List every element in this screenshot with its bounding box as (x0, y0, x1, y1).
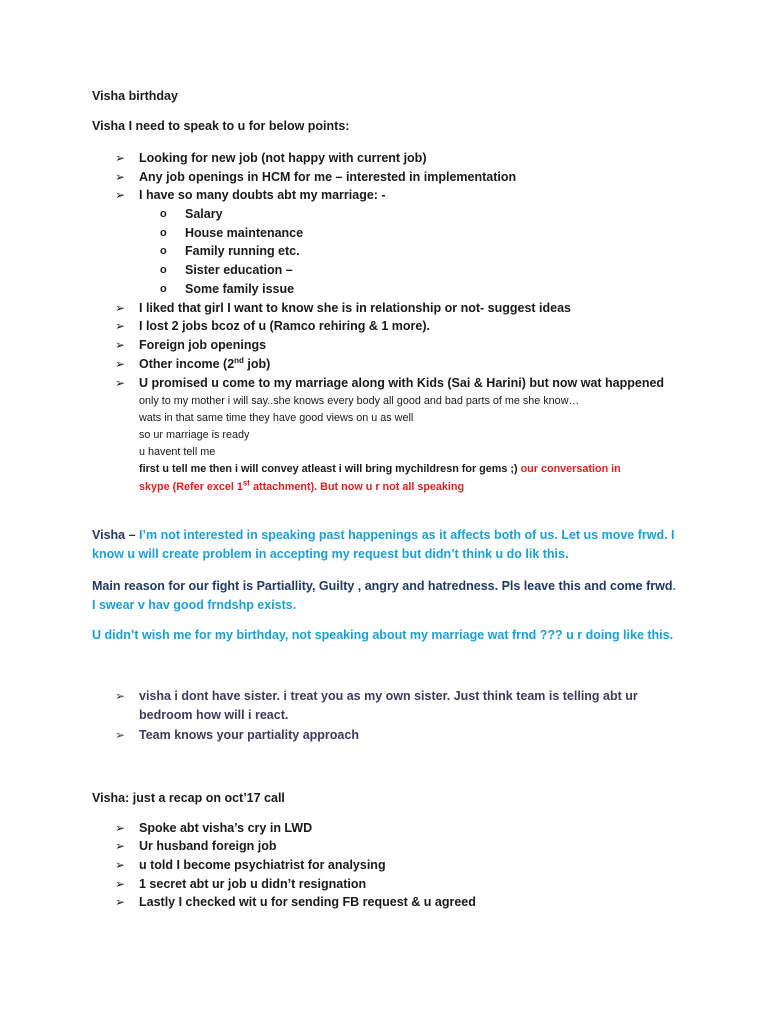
arrow-bullet-icon: ➢ (115, 188, 126, 202)
circle-bullet-icon: o (160, 283, 167, 295)
list-item: Foreign job openings (139, 338, 267, 352)
arrow-bullet-icon: ➢ (115, 858, 126, 872)
note-line: only to my mother i will say..she knows every body all good and bad parts of me she know… (139, 395, 580, 407)
paragraph-line: I swear v hav good frndshp exists. (92, 598, 297, 612)
arrow-bullet-icon: ➢ (115, 895, 126, 909)
list-item: Lastly I checked wit u for sending FB request & u agreed (139, 895, 476, 909)
paragraph-line: U didn’t wish me for my birthday, not speaking about my marriage wat frnd ??? u r doing like this. (92, 628, 674, 642)
note-line: u havent tell me (139, 446, 216, 458)
list-item: Spoke abt visha’s cry in LWD (139, 821, 313, 835)
arrow-bullet-icon: ➢ (115, 728, 126, 742)
note-line: skype (Refer excel 1st attachment). But now u r not all speaking (139, 478, 465, 493)
arrow-bullet-icon: ➢ (115, 301, 126, 315)
list-item: I have so many doubts abt my marriage: - (139, 188, 386, 202)
note-line: so ur marriage is ready (139, 429, 250, 441)
paragraph-line: Visha – I’m not interested in speaking past happenings as it affects both of us. Let us move frwd. I (92, 528, 675, 542)
sub-list-item: Some family issue (185, 282, 295, 296)
sub-list-item: Family running etc. (185, 244, 300, 258)
list-item: Looking for new job (not happy with current job) (139, 151, 427, 165)
note-line: wats in that same time they have good views on u as well (139, 412, 414, 424)
arrow-bullet-icon: ➢ (115, 151, 126, 165)
arrow-bullet-icon: ➢ (115, 689, 126, 703)
arrow-bullet-icon: ➢ (115, 170, 126, 184)
list-item: u told I become psychiatrist for analysing (139, 858, 386, 872)
list-item: 1 secret abt ur job u didn’t resignation (139, 877, 367, 891)
sub-list-item: Salary (185, 207, 223, 221)
arrow-bullet-icon: ➢ (115, 319, 126, 333)
sub-list-item: Sister education – (185, 263, 293, 277)
arrow-bullet-icon: ➢ (115, 839, 126, 853)
intro-text: Visha I need to speak to u for below points: (92, 119, 350, 133)
list-item: I lost 2 jobs bcoz of u (Ramco rehiring & 1 more). (139, 319, 431, 333)
arrow-bullet-icon: ➢ (115, 877, 126, 891)
arrow-bullet-icon: ➢ (115, 821, 126, 835)
list-item: Other income (2nd job) (139, 355, 271, 371)
circle-bullet-icon: o (160, 208, 167, 220)
list-item: bedroom how will i react. (139, 708, 289, 722)
document-title: Visha birthday (92, 89, 178, 103)
list-item: I liked that girl I want to know she is in relationship or not- suggest ideas (139, 301, 572, 315)
list-item: Ur husband foreign job (139, 839, 277, 853)
sub-list-item: House maintenance (185, 226, 304, 240)
circle-bullet-icon: o (160, 227, 167, 239)
circle-bullet-icon: o (160, 264, 167, 276)
recap-heading: Visha: just a recap on oct’17 call (92, 791, 285, 805)
list-item: Any job openings in HCM for me – interested in implementation (139, 170, 517, 184)
paragraph-line: Main reason for our fight is Partiallity, Guilty , angry and hatredness. Pls leave this and come frwd. (92, 579, 676, 593)
paragraph-line: know u will create problem in accepting my request but didn’t think u do lik this. (92, 547, 569, 561)
arrow-bullet-icon: ➢ (115, 376, 126, 390)
list-item: U promised u come to my marriage along with Kids (Sai & Harini) but now wat happened (139, 376, 665, 390)
list-item: Team knows your partiality approach (139, 728, 359, 742)
arrow-bullet-icon: ➢ (115, 338, 126, 352)
circle-bullet-icon: o (160, 245, 167, 257)
list-item: visha i dont have sister. i treat you as my own sister. Just think team is telling abt ur (139, 689, 638, 703)
arrow-bullet-icon: ➢ (115, 357, 126, 371)
note-line: first u tell me then i will convey atleast i will bring mychildresn for gems ;) our conversation in (139, 463, 621, 475)
